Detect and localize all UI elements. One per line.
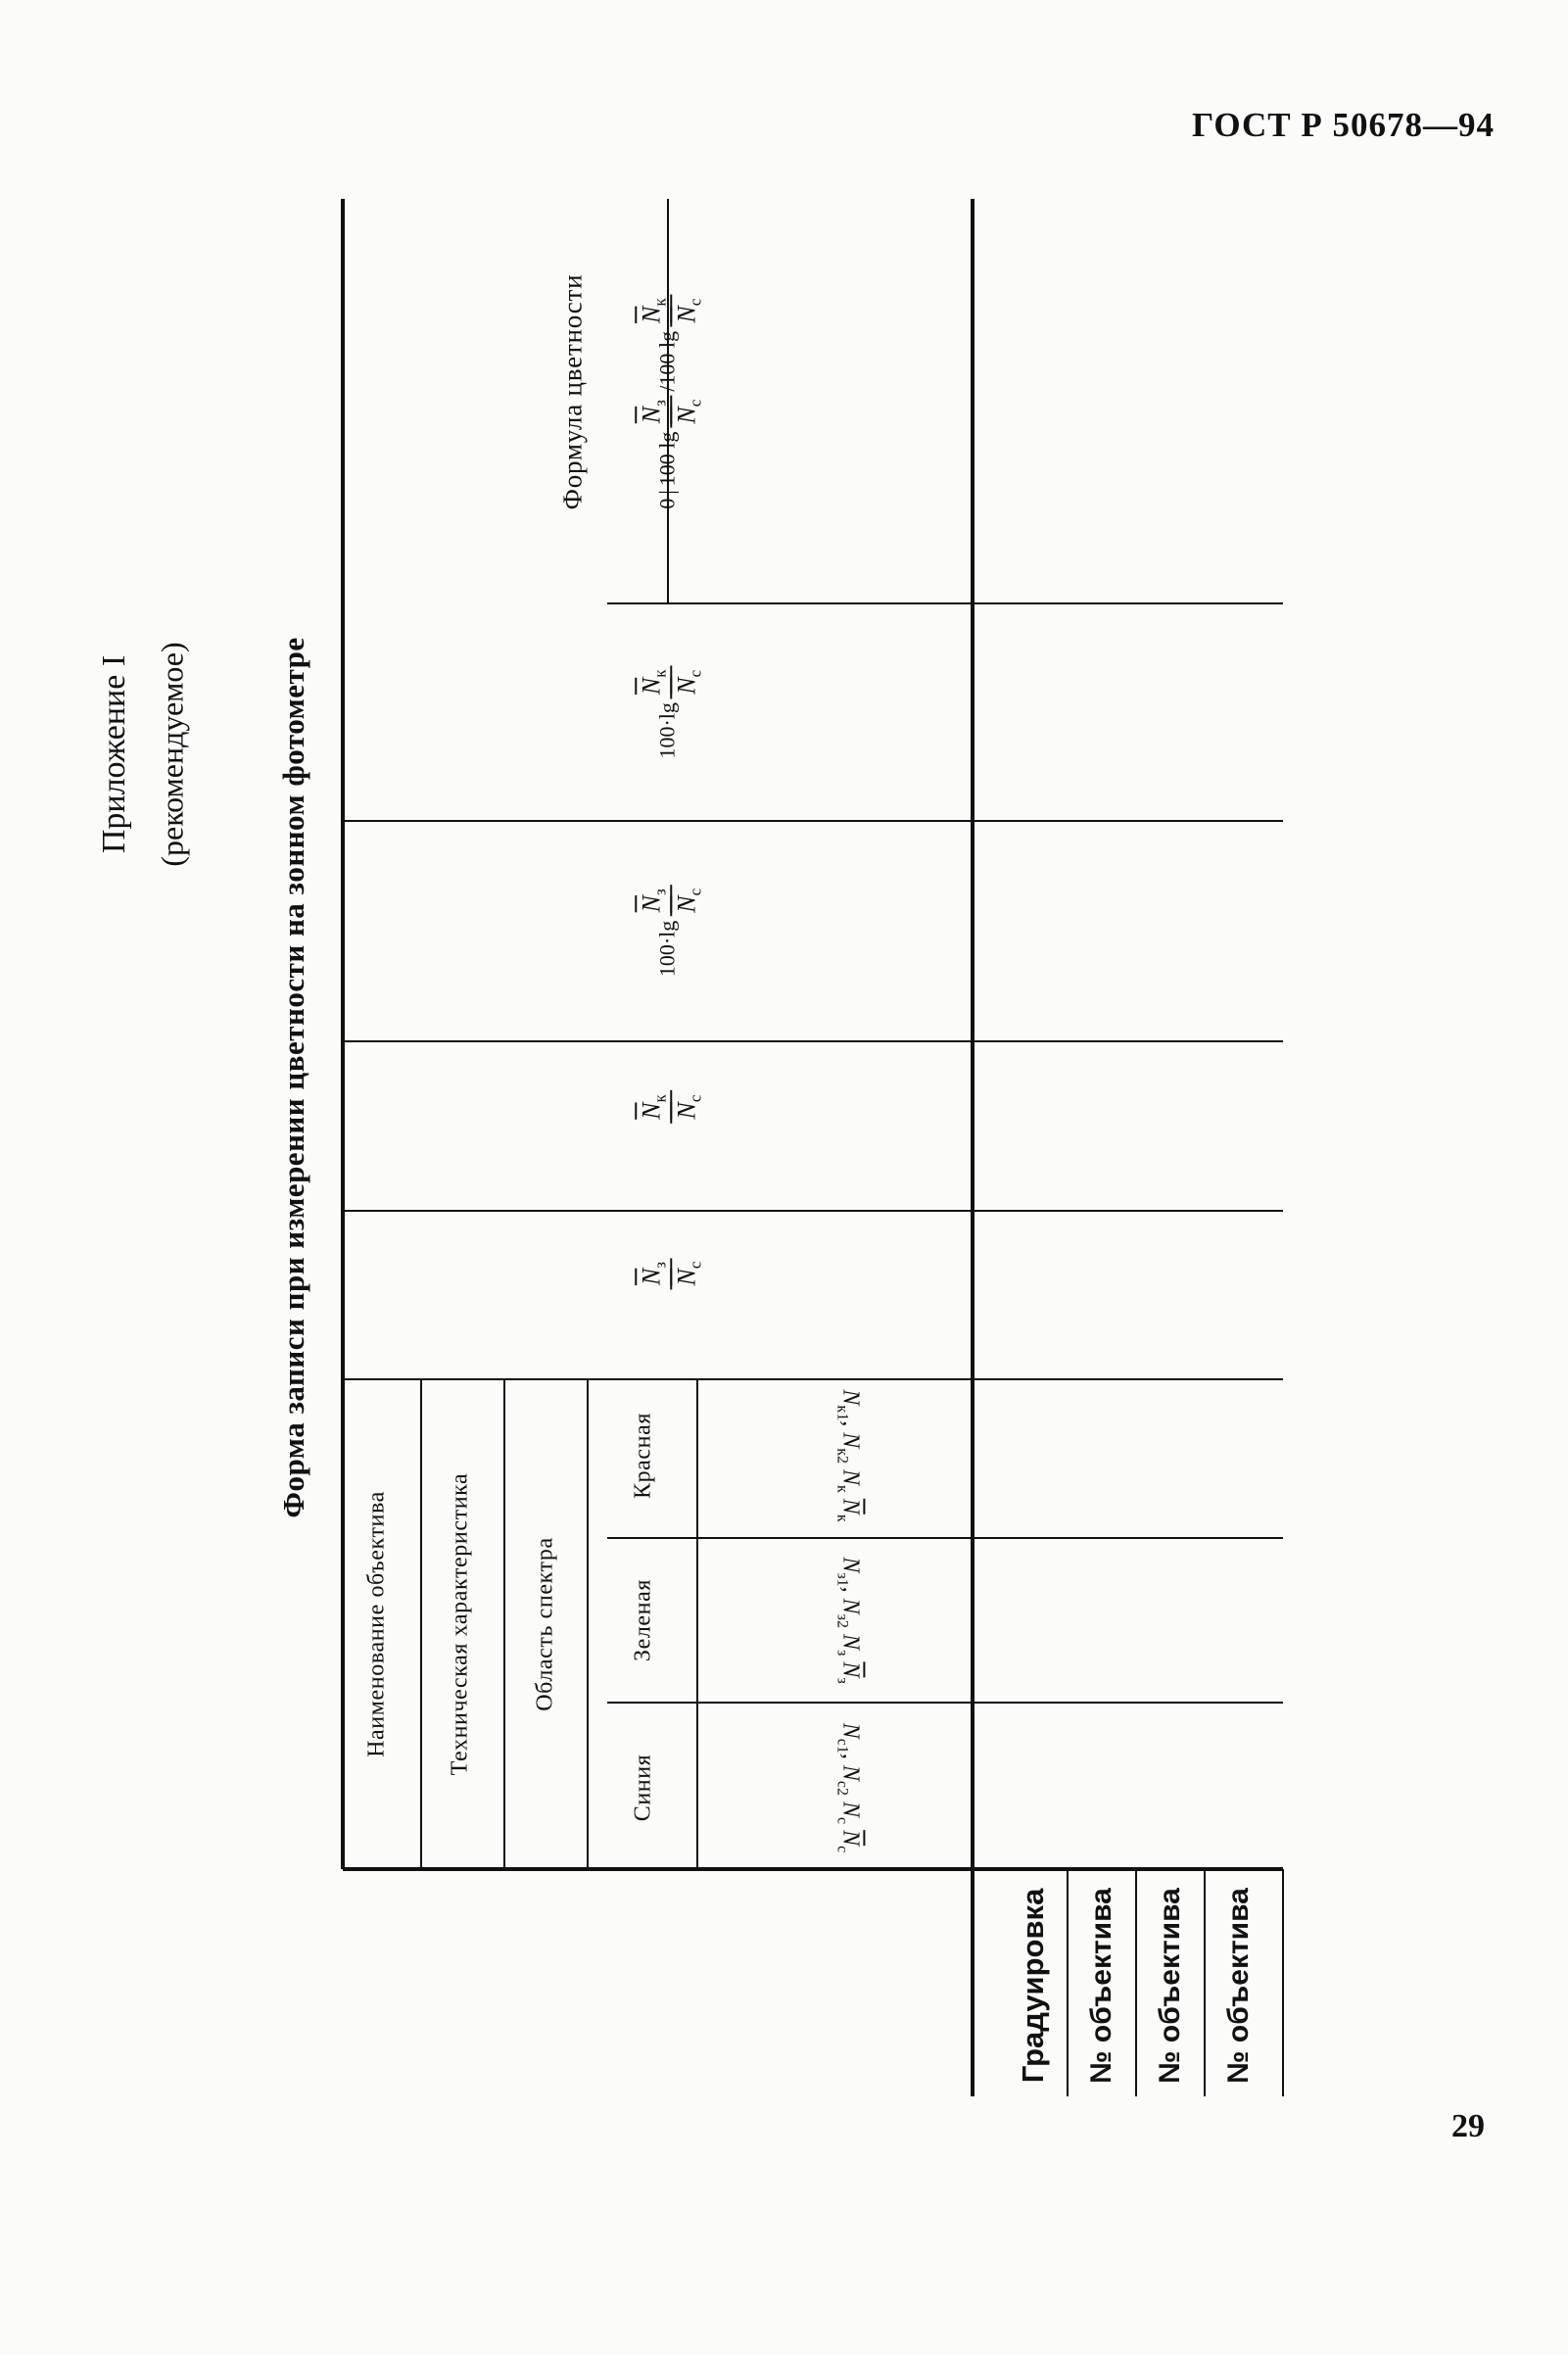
appendix-title: Приложение I <box>96 654 132 854</box>
green-symbols: $N_{з1}$, $N_{з2}$ $N_з$ $\overline{N}_з$ <box>833 1557 864 1684</box>
appendix-subtitle: (рекомендуемое) <box>154 642 190 867</box>
row-label-calibration: Градуировка <box>1016 1888 1050 2084</box>
header-red: Красная <box>630 1412 656 1500</box>
ratio-z-c: $\overline{N}_з$ $\overline{N}_с$ <box>637 1258 704 1290</box>
header-objective-name: Наименование объектива <box>363 1491 390 1757</box>
header-tech-characteristic: Техническая характеристика <box>447 1472 473 1776</box>
log-ratio-z-c: 100·lg $\overline{N}_з$ $\overline{N}_с$ <box>637 885 704 977</box>
header-blue: Синия <box>630 1754 656 1822</box>
header-green: Зеленая <box>630 1578 656 1662</box>
row-label-objective-3: № объектива <box>1222 1888 1255 2084</box>
ratio-k-c: $\overline{N}_к$ $\overline{N}_с$ <box>637 1090 704 1124</box>
header-color-formula: Формула цветности <box>557 273 588 510</box>
document-code: ГОСТ Р 50678—94 <box>1191 106 1495 144</box>
log-ratio-k-c: 100·lg $\overline{N}_к$ $\overline{N}_с$ <box>637 665 704 758</box>
red-symbols: $N_{к1}$, $N_{к2}$ $N_к$ $\overline{N}_к$ <box>833 1389 864 1522</box>
page-number: 29 <box>1451 2108 1485 2144</box>
header-spectrum-area: Область спектра <box>532 1537 558 1711</box>
color-formula-expression: 0 | 100 lg $\overline{N}_з$ $\overline{N}_с$ /100 lg $\overline{N}_к$ $\overline{N}_с$ <box>637 294 704 508</box>
blue-symbols: $N_{с1}$, $N_{с2}$ $N_с$ $\overline{N}_с$ <box>833 1722 864 1853</box>
row-label-objective-1: № объектива <box>1085 1888 1117 2084</box>
row-label-objective-2: № объектива <box>1154 1888 1186 2084</box>
form-title: Форма записи при измерении цветности на зонном фотометре <box>276 637 310 1518</box>
